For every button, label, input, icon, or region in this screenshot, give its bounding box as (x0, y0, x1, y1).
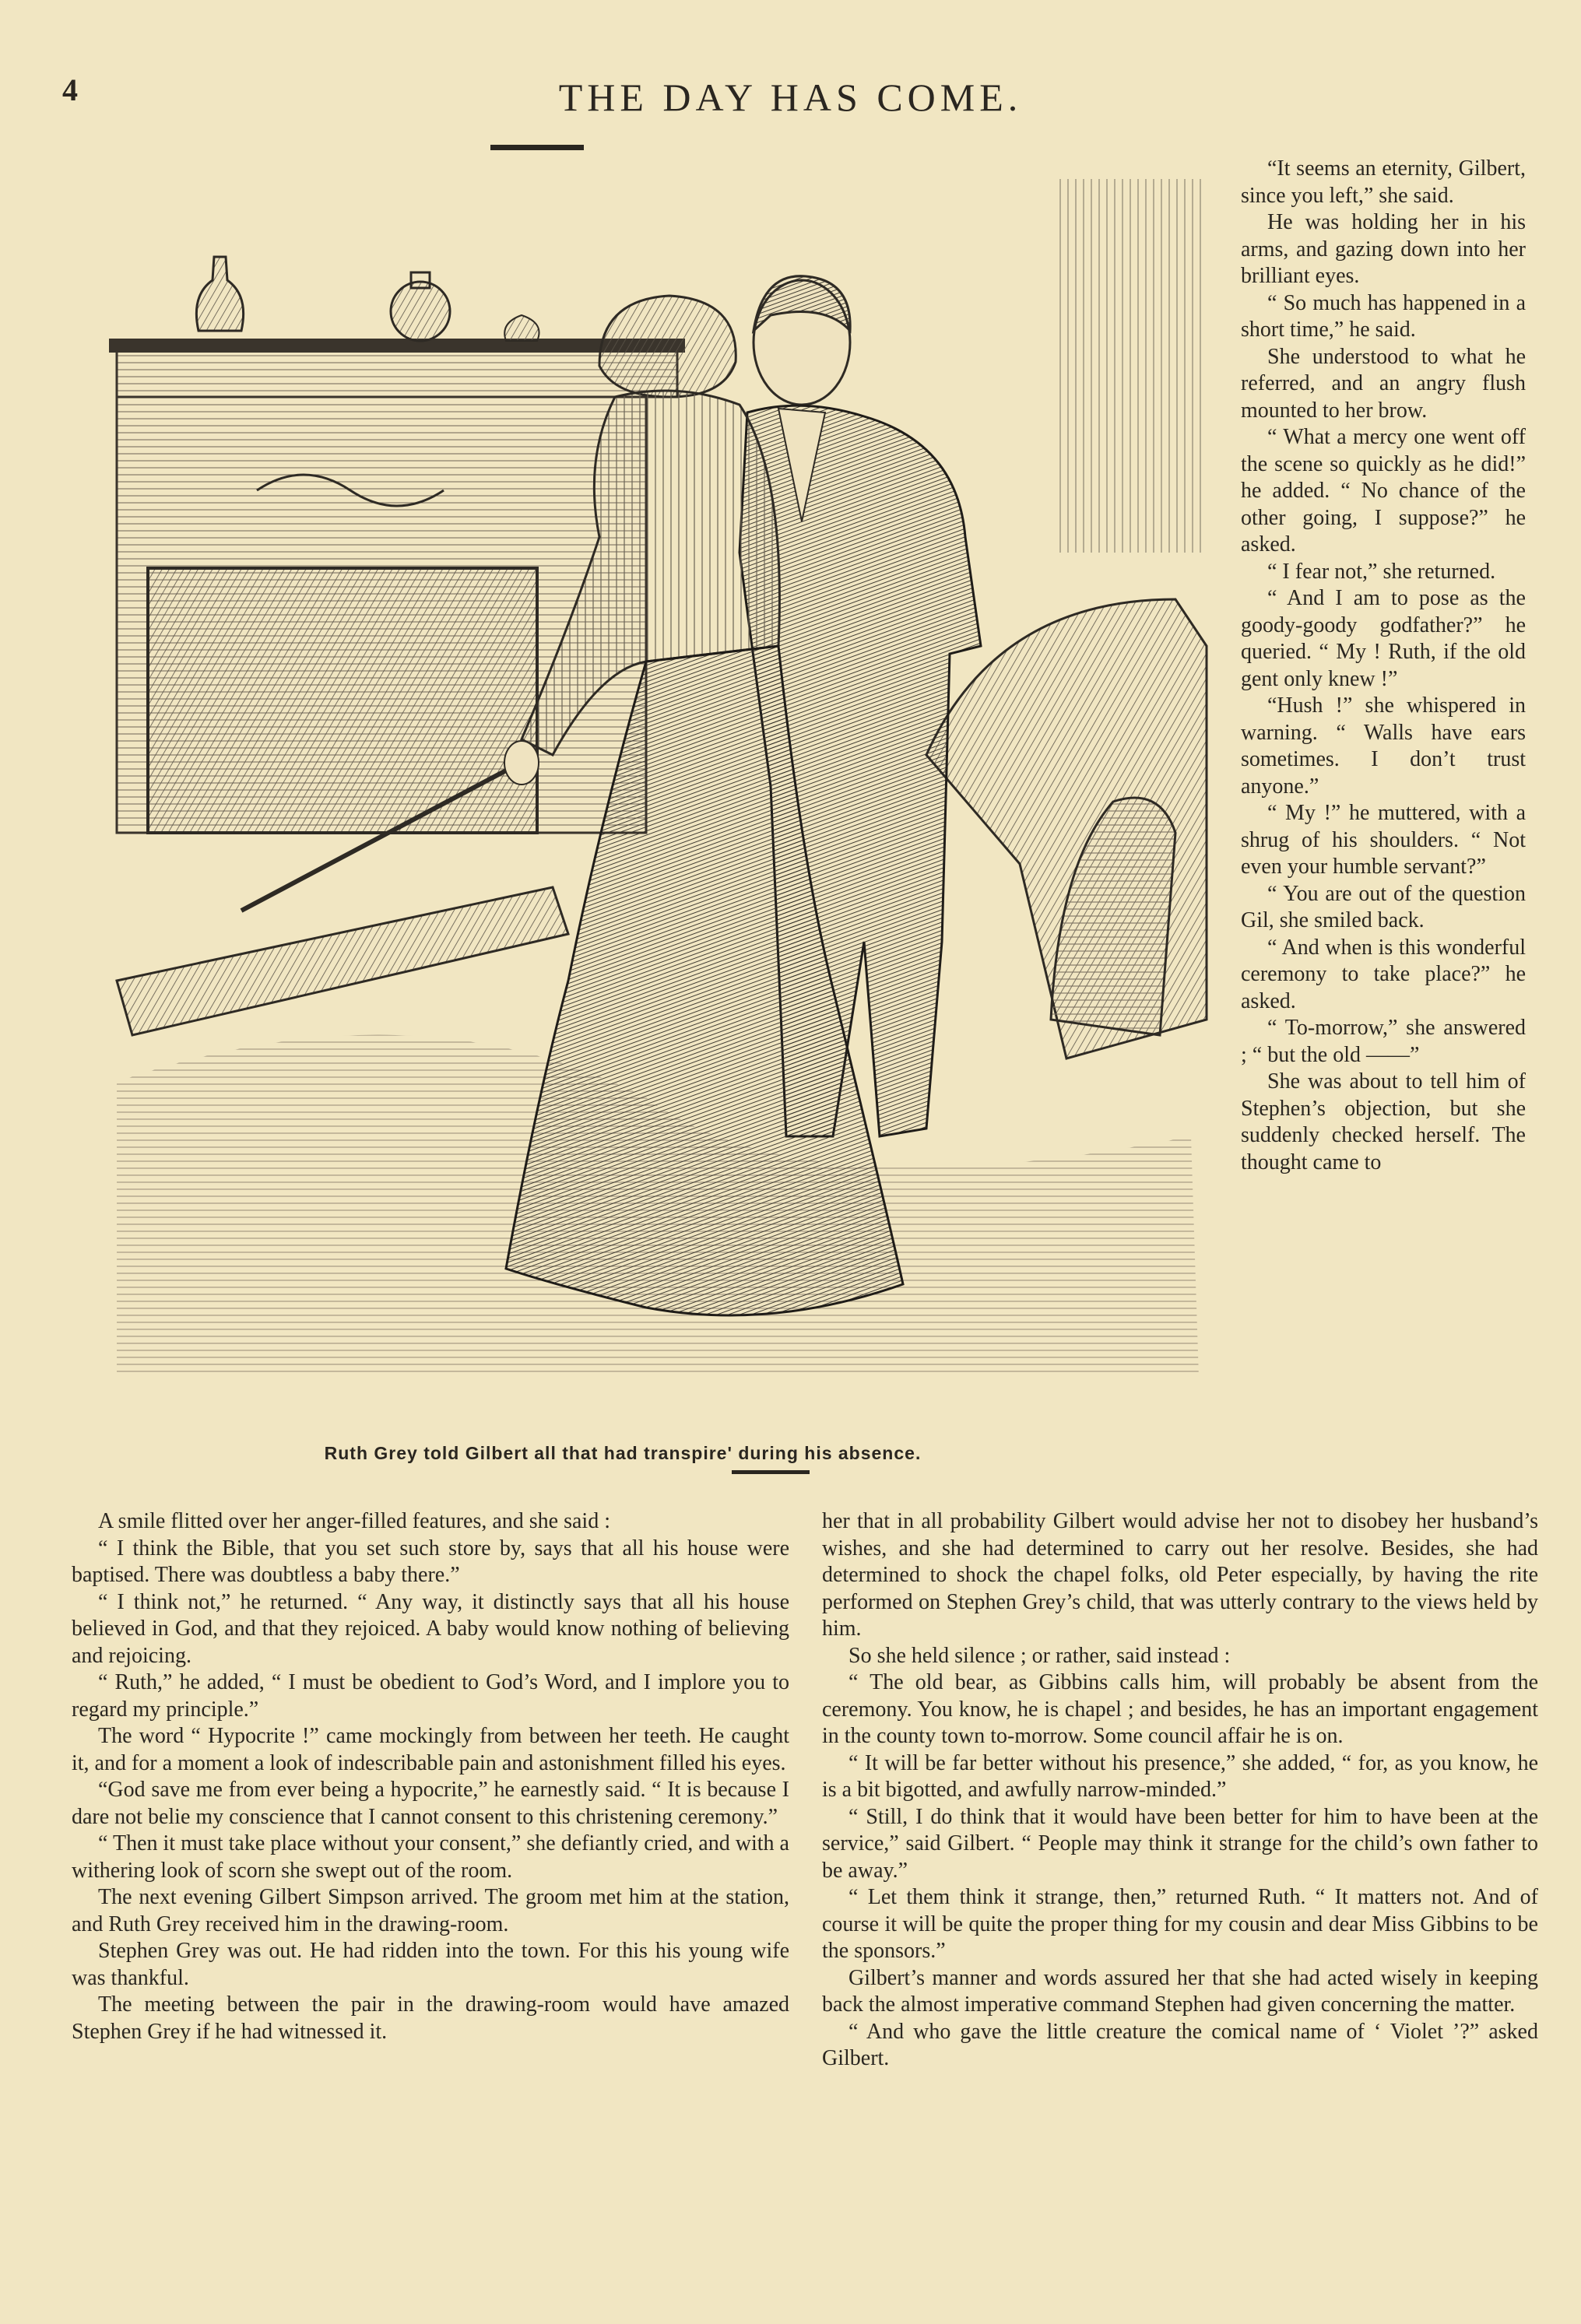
paragraph: “ And when is this wonderful ceremony to take place?” he asked. (1241, 935, 1526, 1013)
fireplace-opening (148, 568, 537, 833)
page-number: 4 (62, 72, 78, 107)
paragraph: Stephen Grey was out. He had ridden into the town. For this his young wife was thankful. (72, 1939, 789, 1990)
left-column (72, 1508, 789, 2045)
side-column (1241, 156, 1526, 1176)
fender (117, 887, 568, 1035)
paragraph: The word “ Hypocrite !” came mockingly from between her teeth. He caught it, and for a moment a look of indescribable pain and astonishment filled his eyes. (72, 1724, 789, 1775)
paragraph: “ And I am to pose as the goody-goody godfather?” he queried. “ My ! Ruth, if the old gent only knew !” (1241, 586, 1526, 691)
woman-hand (504, 741, 539, 785)
paragraph: “ Then it must take place without your consent,” she defiantly cried, and with a withering look of scorn she swept out of the room. (72, 1831, 789, 1883)
paragraph: “ Let them think it strange, then,” returned Ruth. “ It matters not. And of course it will be quite the proper thing for my cousin and dear Miss Gibbins to be the sponsors.” (822, 1885, 1538, 1963)
title-rule (490, 145, 584, 150)
paragraph: She was about to tell him of Stephen’s objection, but she suddenly checked herself. The thought came to (1241, 1069, 1526, 1174)
paragraph: “ So much has happened in a short time,” he said. (1241, 290, 1526, 342)
vase-middle (391, 282, 450, 341)
vase-left (196, 257, 243, 331)
paragraph: “ I think the Bible, that you set such store by, says that all his house were baptised. There was doubtless a baby there.” (72, 1536, 789, 1587)
illustration-caption: Ruth Grey told Gilbert all that had transpire' during his absence. (324, 1443, 922, 1463)
paragraph: The next evening Gilbert Simpson arrived. The groom met him at the station, and Ruth Grey received him in the drawing-room. (72, 1885, 789, 1936)
paragraph: her that in all probability Gilbert would advise her not to disobey her husband’s wishes, and she had determined to carry out her resolve. Besides, she had determined to shock the chapel folks, old Peter especially, by having the rite performed on Stephen Grey’s child, that was utterly contrary to the views held by him. (822, 1509, 1538, 1641)
paragraph: He was holding her in his arms, and gazing down into her brilliant eyes. (1241, 210, 1526, 288)
paragraph: “ Ruth,” he added, “ I must be obedient to God’s Word, and I implore you to regard my principle.” (72, 1670, 789, 1722)
paragraph: So she held silence ; or rather, said instead : (848, 1643, 1231, 1668)
paragraph: She understood to what he referred, and an angry flush mounted to her brow. (1241, 344, 1526, 423)
paragraph: “ My !” he muttered, with a shrug of his shoulders. “ Not even your humble servant?” (1241, 801, 1526, 879)
wall-panel (1059, 179, 1207, 553)
paragraph: “ What a mercy one went off the scene so quickly as he did!” he added. “ No chance of the other going, I suppose?” he asked. (1241, 425, 1526, 556)
page-title: THE DAY HAS COME. (558, 75, 1023, 119)
paragraph: “ The old bear, as Gibbins calls him, will probably be absent from the ceremony. You know, he is chapel ; and besides, he has an important engagement in the county town to-morrow. Some council affair he is on. (822, 1670, 1538, 1748)
paragraph: “God save me from ever being a hypocrite,” he earnestly said. “ It is because I dare not belie my conscience that I cannot consent to this christening ceremony.” (72, 1778, 789, 1829)
paragraph: “ It will be far better without his presence,” she added, “ for, as you know, he is a bit bigotted, and awfully narrow-minded.” (822, 1750, 1538, 1802)
mantelpiece (117, 350, 677, 397)
woman-hair (599, 296, 736, 397)
engraving-illustration (101, 163, 1230, 1417)
paragraph: “ I think not,” he returned. “ Any way, it distinctly says that all his house believed in God, and that they rejoiced. A baby would know nothing of believing and rejoicing. (72, 1589, 789, 1668)
paragraph: “It seems an eternity, Gilbert, since you left,” she said. (1241, 156, 1526, 208)
paragraph: “ You are out of the question Gil, she smiled back. (1241, 881, 1526, 932)
paragraph: The meeting between the pair in the drawing-room would have amazed Stephen Grey if he had witnessed it. (72, 1992, 789, 2044)
paragraph: “ And who gave the little creature the comical name of ‘ Violet ’?” asked Gilbert. (822, 2019, 1538, 2070)
paragraph: “ Still, I do think that it would have been better for him to have been at the service,” said Gilbert. “ People may think it strange for the child’s own father to be away.” (822, 1804, 1538, 1883)
paragraph: “Hush !” she whispered in warning. “ Walls have ears sometimes. I don’t trust anyone.” (1241, 693, 1526, 799)
paragraph: “ To-morrow,” she answered ; “ but the old ——” (1241, 1016, 1526, 1067)
paragraph: “ I fear not,” she returned. (1267, 559, 1496, 584)
caption-rule (732, 1470, 810, 1474)
paragraph: Gilbert’s manner and words assured her that she had acted wisely in keeping back the almost imperative command Stephen had given concerning the matter. (822, 1965, 1538, 2017)
right-column (822, 1508, 1538, 2073)
mantel-shelf (109, 339, 685, 353)
vase-small (504, 315, 539, 341)
paragraph: A smile flitted over her anger-filled features, and she said : (98, 1509, 610, 1533)
